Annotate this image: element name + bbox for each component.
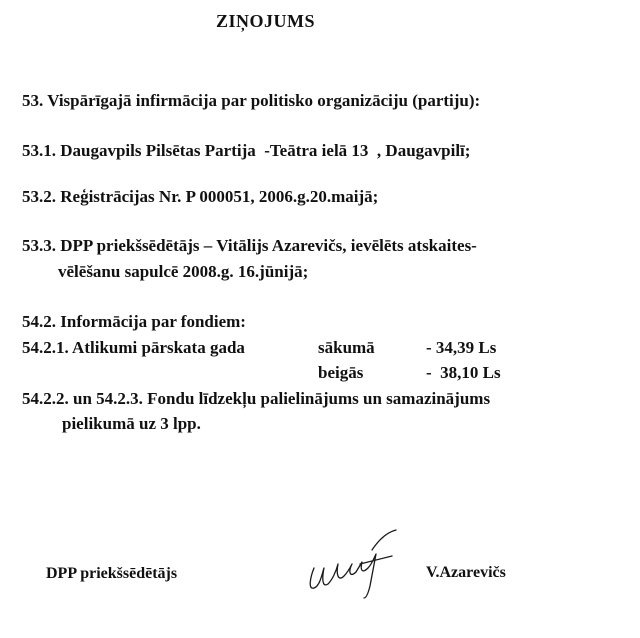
section-54-2-2-line2: pielikumā uz 3 lpp. [62, 414, 201, 433]
document-title: ZIŅOJUMS [216, 11, 316, 31]
section-53-3-line1: 53.3. DPP priekšsēdētājs – Vitālijs Azarevičs, ievēlēts atskaites- [22, 236, 477, 255]
balance-start-label: sākumā [318, 338, 375, 357]
section-54-2-2-line1: 54.2.2. un 54.2.3. Fondu līdzekļu palielinājums un samazinājums [22, 389, 491, 408]
balance-end-value: - 38,10 Ls [426, 363, 501, 382]
section-53-3-line2: vēlēšanu sapulcē 2008.g. 16.jūnijā; [58, 262, 309, 281]
section-53: 53. Vispārīgajā infirmācija par politisko organizāciju (partiju): [22, 91, 481, 110]
section-54-2: 54.2. Informācija par fondiem: [22, 312, 246, 331]
section-54-2-1-label: 54.2.1. Atlikumi pārskata gada [22, 338, 245, 357]
signatory-name: V.Azarevičs [426, 564, 506, 581]
balance-start-value: - 34,39 Ls [426, 338, 497, 357]
balance-end-label: beigās [318, 363, 364, 382]
section-53-1: 53.1. Daugavpils Pilsētas Partija -Teātra ielā 13 , Daugavpilī; [22, 141, 471, 160]
section-53-2: 53.2. Reģistrācijas Nr. P 000051, 2006.g.20.maijā; [22, 187, 379, 206]
handwritten-signature [300, 528, 410, 600]
signatory-role: DPP priekšsēdētājs [46, 565, 178, 582]
